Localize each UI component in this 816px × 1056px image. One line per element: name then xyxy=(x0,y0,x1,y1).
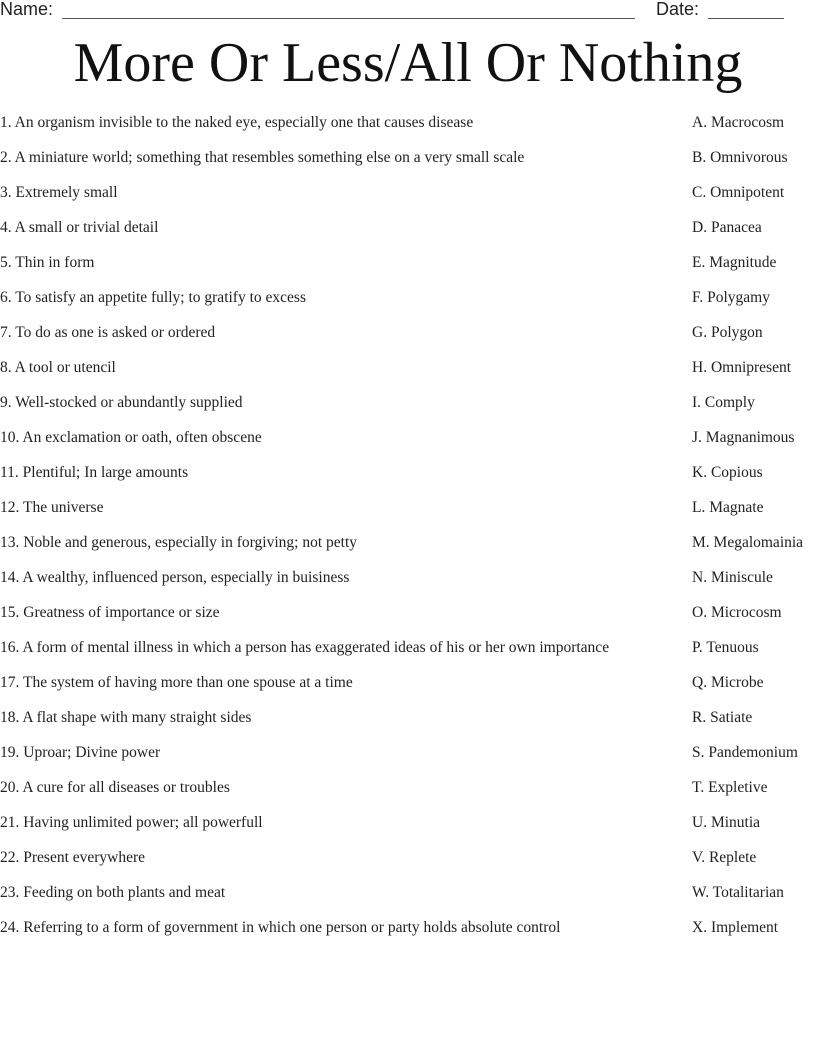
matching-row xyxy=(0,916,816,939)
answer-choice: J. Magnanimous xyxy=(692,429,795,446)
clue-text: 12. The universe xyxy=(0,499,104,516)
answer-choice: R. Satiate xyxy=(692,709,753,726)
clue-text: 15. Greatness of importance or size xyxy=(0,604,220,621)
name-label: Name: xyxy=(0,0,54,19)
clue-text: 7. To do as one is asked or ordered xyxy=(0,324,216,341)
clue-text: 13. Noble and generous, especially in forgiving; not petty xyxy=(0,534,357,551)
clue-text: 18. A flat shape with many straight sides xyxy=(0,709,252,726)
clue-text: 16. A form of mental illness in which a person has exaggerated ideas of his or her own importance xyxy=(0,639,610,656)
answer-choice: P. Tenuous xyxy=(692,639,759,656)
answer-choice: E. Magnitude xyxy=(692,254,777,271)
clue-text: 19. Uproar; Divine power xyxy=(0,744,161,761)
clue-text: 8. A tool or utencil xyxy=(0,359,116,376)
matching-row xyxy=(0,461,816,484)
clue-text: 6. To satisfy an appetite fully; to gratify to excess xyxy=(0,289,306,306)
answer-choice: K. Copious xyxy=(692,464,763,481)
clue-text: 17. The system of having more than one spouse at a time xyxy=(0,674,353,691)
answer-choice: V. Replete xyxy=(692,849,757,866)
answer-choice: X. Implement xyxy=(692,919,779,936)
clue-text: 14. A wealthy, influenced person, especially in buisiness xyxy=(0,569,350,586)
matching-row xyxy=(0,741,816,764)
matching-row xyxy=(0,846,816,869)
answer-choice: N. Miniscule xyxy=(692,569,773,586)
matching-row xyxy=(0,111,816,134)
clue-text: 23. Feeding on both plants and meat xyxy=(0,884,226,901)
answer-choice: G. Polygon xyxy=(692,324,763,341)
matching-row xyxy=(0,671,816,694)
date-blank-line xyxy=(708,18,784,19)
answer-choice: F. Polygamy xyxy=(692,289,770,306)
clue-text: 20. A cure for all diseases or troubles xyxy=(0,779,230,796)
matching-row xyxy=(0,496,816,519)
clue-text: 24. Referring to a form of government in which one person or party holds absolute control xyxy=(0,919,561,936)
answer-choice: A. Macrocosm xyxy=(692,114,785,131)
matching-row xyxy=(0,391,816,414)
matching-list xyxy=(0,111,816,951)
matching-row xyxy=(0,251,816,274)
clue-text: 10. An exclamation or oath, often obscene xyxy=(0,429,262,446)
clue-text: 5. Thin in form xyxy=(0,254,95,271)
answer-choice: S. Pandemonium xyxy=(692,744,798,761)
answer-choice: H. Omnipresent xyxy=(692,359,792,376)
matching-row xyxy=(0,216,816,239)
answer-choice: L. Magnate xyxy=(692,499,764,516)
matching-row xyxy=(0,356,816,379)
matching-row xyxy=(0,636,816,659)
matching-row xyxy=(0,286,816,309)
clue-text: 21. Having unlimited power; all powerfull xyxy=(0,814,263,831)
answer-choice: Q. Microbe xyxy=(692,674,764,691)
clue-text: 4. A small or trivial detail xyxy=(0,219,159,236)
clue-text: 9. Well-stocked or abundantly supplied xyxy=(0,394,243,411)
worksheet-title: More Or Less/All Or Nothing xyxy=(73,32,743,94)
answer-choice: O. Microcosm xyxy=(692,604,782,621)
matching-row xyxy=(0,566,816,589)
clue-text: 11. Plentiful; In large amounts xyxy=(0,464,189,481)
matching-row xyxy=(0,531,816,554)
answer-choice: C. Omnipotent xyxy=(692,184,785,201)
answer-choice: W. Totalitarian xyxy=(692,884,784,901)
matching-row xyxy=(0,601,816,624)
worksheet-header xyxy=(0,0,816,24)
matching-row xyxy=(0,881,816,904)
clue-text: 22. Present everywhere xyxy=(0,849,146,866)
clue-text: 2. A miniature world; something that resembles something else on a very small scale xyxy=(0,149,525,166)
answer-choice: T. Expletive xyxy=(692,779,768,796)
matching-row xyxy=(0,811,816,834)
date-label: Date: xyxy=(656,0,700,19)
answer-choice: D. Panacea xyxy=(692,219,762,236)
matching-row xyxy=(0,181,816,204)
matching-row xyxy=(0,426,816,449)
answer-choice: I. Comply xyxy=(692,394,755,411)
matching-row xyxy=(0,321,816,344)
clue-text: 3. Extremely small xyxy=(0,184,118,201)
answer-choice: M. Megalomainia xyxy=(692,534,804,551)
matching-row xyxy=(0,146,816,169)
answer-choice: U. Minutia xyxy=(692,814,761,831)
matching-row xyxy=(0,776,816,799)
clue-text: 1. An organism invisible to the naked eye, especially one that causes disease xyxy=(0,114,474,131)
name-blank-line xyxy=(62,18,635,19)
matching-row xyxy=(0,706,816,729)
answer-choice: B. Omnivorous xyxy=(692,149,788,166)
